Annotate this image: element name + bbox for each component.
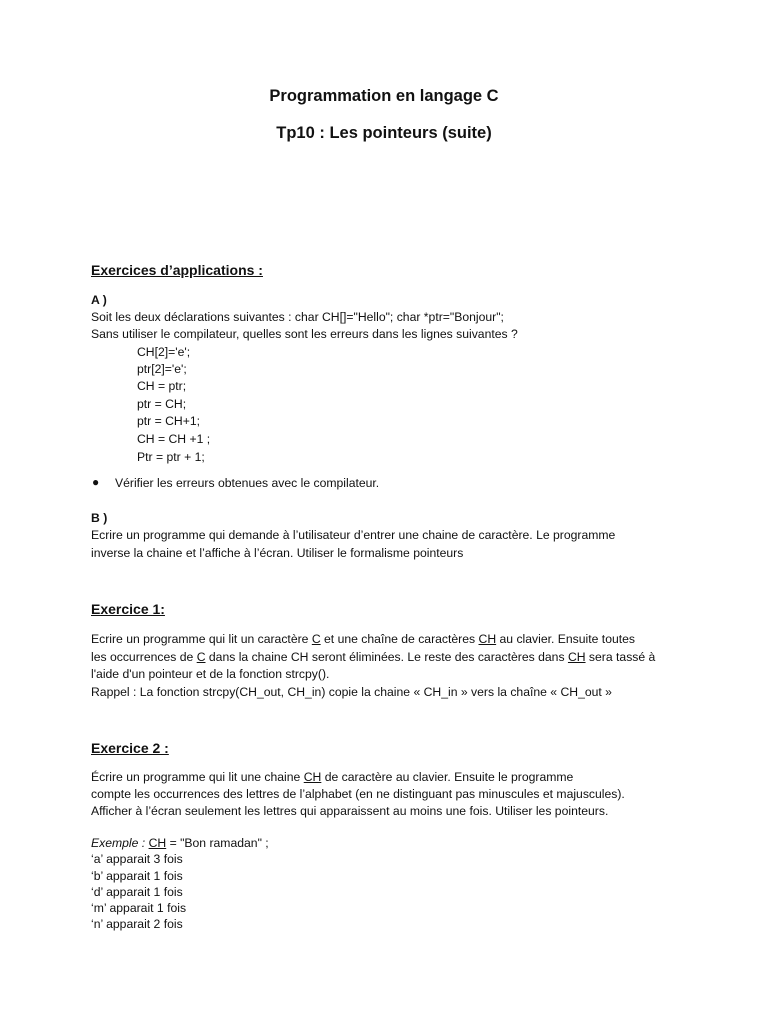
count-line: ‘m’ apparait 1 fois bbox=[91, 901, 187, 915]
document-title: Programmation en langage C bbox=[269, 87, 499, 105]
exercise-b-text-2: inverse la chaine et l’affiche à l’écran. Utiliser le formalisme pointeurs bbox=[91, 546, 464, 560]
section-heading-exercise-1: Exercice 1: bbox=[91, 601, 165, 617]
exercise-b-text-1: Ecrire un programme qui demande à l’utilisateur d’entrer une chaine de caractère. Le programme bbox=[91, 528, 616, 542]
bullet-icon: ● bbox=[92, 475, 100, 489]
exercise-1-text-4: Rappel : La fonction strcpy(CH_out, CH_in) copie la chaine « CH_in » vers la chaîne « CH_out » bbox=[91, 685, 612, 699]
exercise-b-label: B ) bbox=[91, 511, 108, 525]
exercise-a-text-2: Sans utiliser le compilateur, quelles sont les erreurs dans les lignes suivantes ? bbox=[91, 327, 518, 341]
section-heading-exercise-2: Exercice 2 : bbox=[91, 740, 169, 756]
count-line: ‘d’ apparait 1 fois bbox=[91, 885, 183, 899]
exercise-a-text-1: Soit les deux déclarations suivantes : char CH[]="Hello"; char *ptr="Bonjour"; bbox=[91, 310, 504, 324]
document-subtitle: Tp10 : Les pointeurs (suite) bbox=[276, 124, 492, 142]
code-line: CH = ptr; bbox=[137, 379, 187, 393]
code-line: ptr = CH; bbox=[137, 397, 187, 411]
exercise-1-text-1: Ecrire un programme qui lit un caractère C et une chaîne de caractères CH au clavier. Ensuite toutes bbox=[91, 632, 636, 646]
code-line: CH[2]='e'; bbox=[137, 345, 191, 359]
count-line: ‘b’ apparait 1 fois bbox=[91, 869, 183, 883]
count-line: ‘a’ apparait 3 fois bbox=[91, 852, 183, 866]
bullet-text: Vérifier les erreurs obtenues avec le compilateur. bbox=[115, 476, 380, 490]
code-line: ptr[2]='e'; bbox=[137, 362, 187, 376]
code-line: Ptr = ptr + 1; bbox=[137, 450, 205, 464]
section-heading-applications: Exercices d’applications : bbox=[91, 262, 263, 278]
exercise-1-text-2: les occurrences de C dans la chaine CH seront éliminées. Le reste des caractères dans CH sera tassé à bbox=[91, 650, 656, 664]
exercise-a-label: A ) bbox=[91, 293, 107, 307]
exercise-2-text-2: compte les occurrences des lettres de l’alphabet (en ne distinguant pas minuscules et majuscules). bbox=[91, 787, 625, 801]
exercise-2-example: Exemple : CH = "Bon ramadan" ; bbox=[91, 836, 269, 850]
exercise-1-text-3: l'aide d'un pointeur et de la fonction strcpy(). bbox=[91, 667, 330, 681]
code-line: CH = CH +1 ; bbox=[137, 432, 211, 446]
exercise-2-text-3: Afficher à l’écran seulement les lettres qui apparaissent au moins une fois. Utiliser les pointeurs. bbox=[91, 804, 609, 818]
exercise-2-text-1: Écrire un programme qui lit une chaine CH de caractère au clavier. Ensuite le programme bbox=[91, 770, 574, 784]
count-line: ‘n’ apparait 2 fois bbox=[91, 917, 183, 931]
code-line: ptr = CH+1; bbox=[137, 414, 200, 428]
